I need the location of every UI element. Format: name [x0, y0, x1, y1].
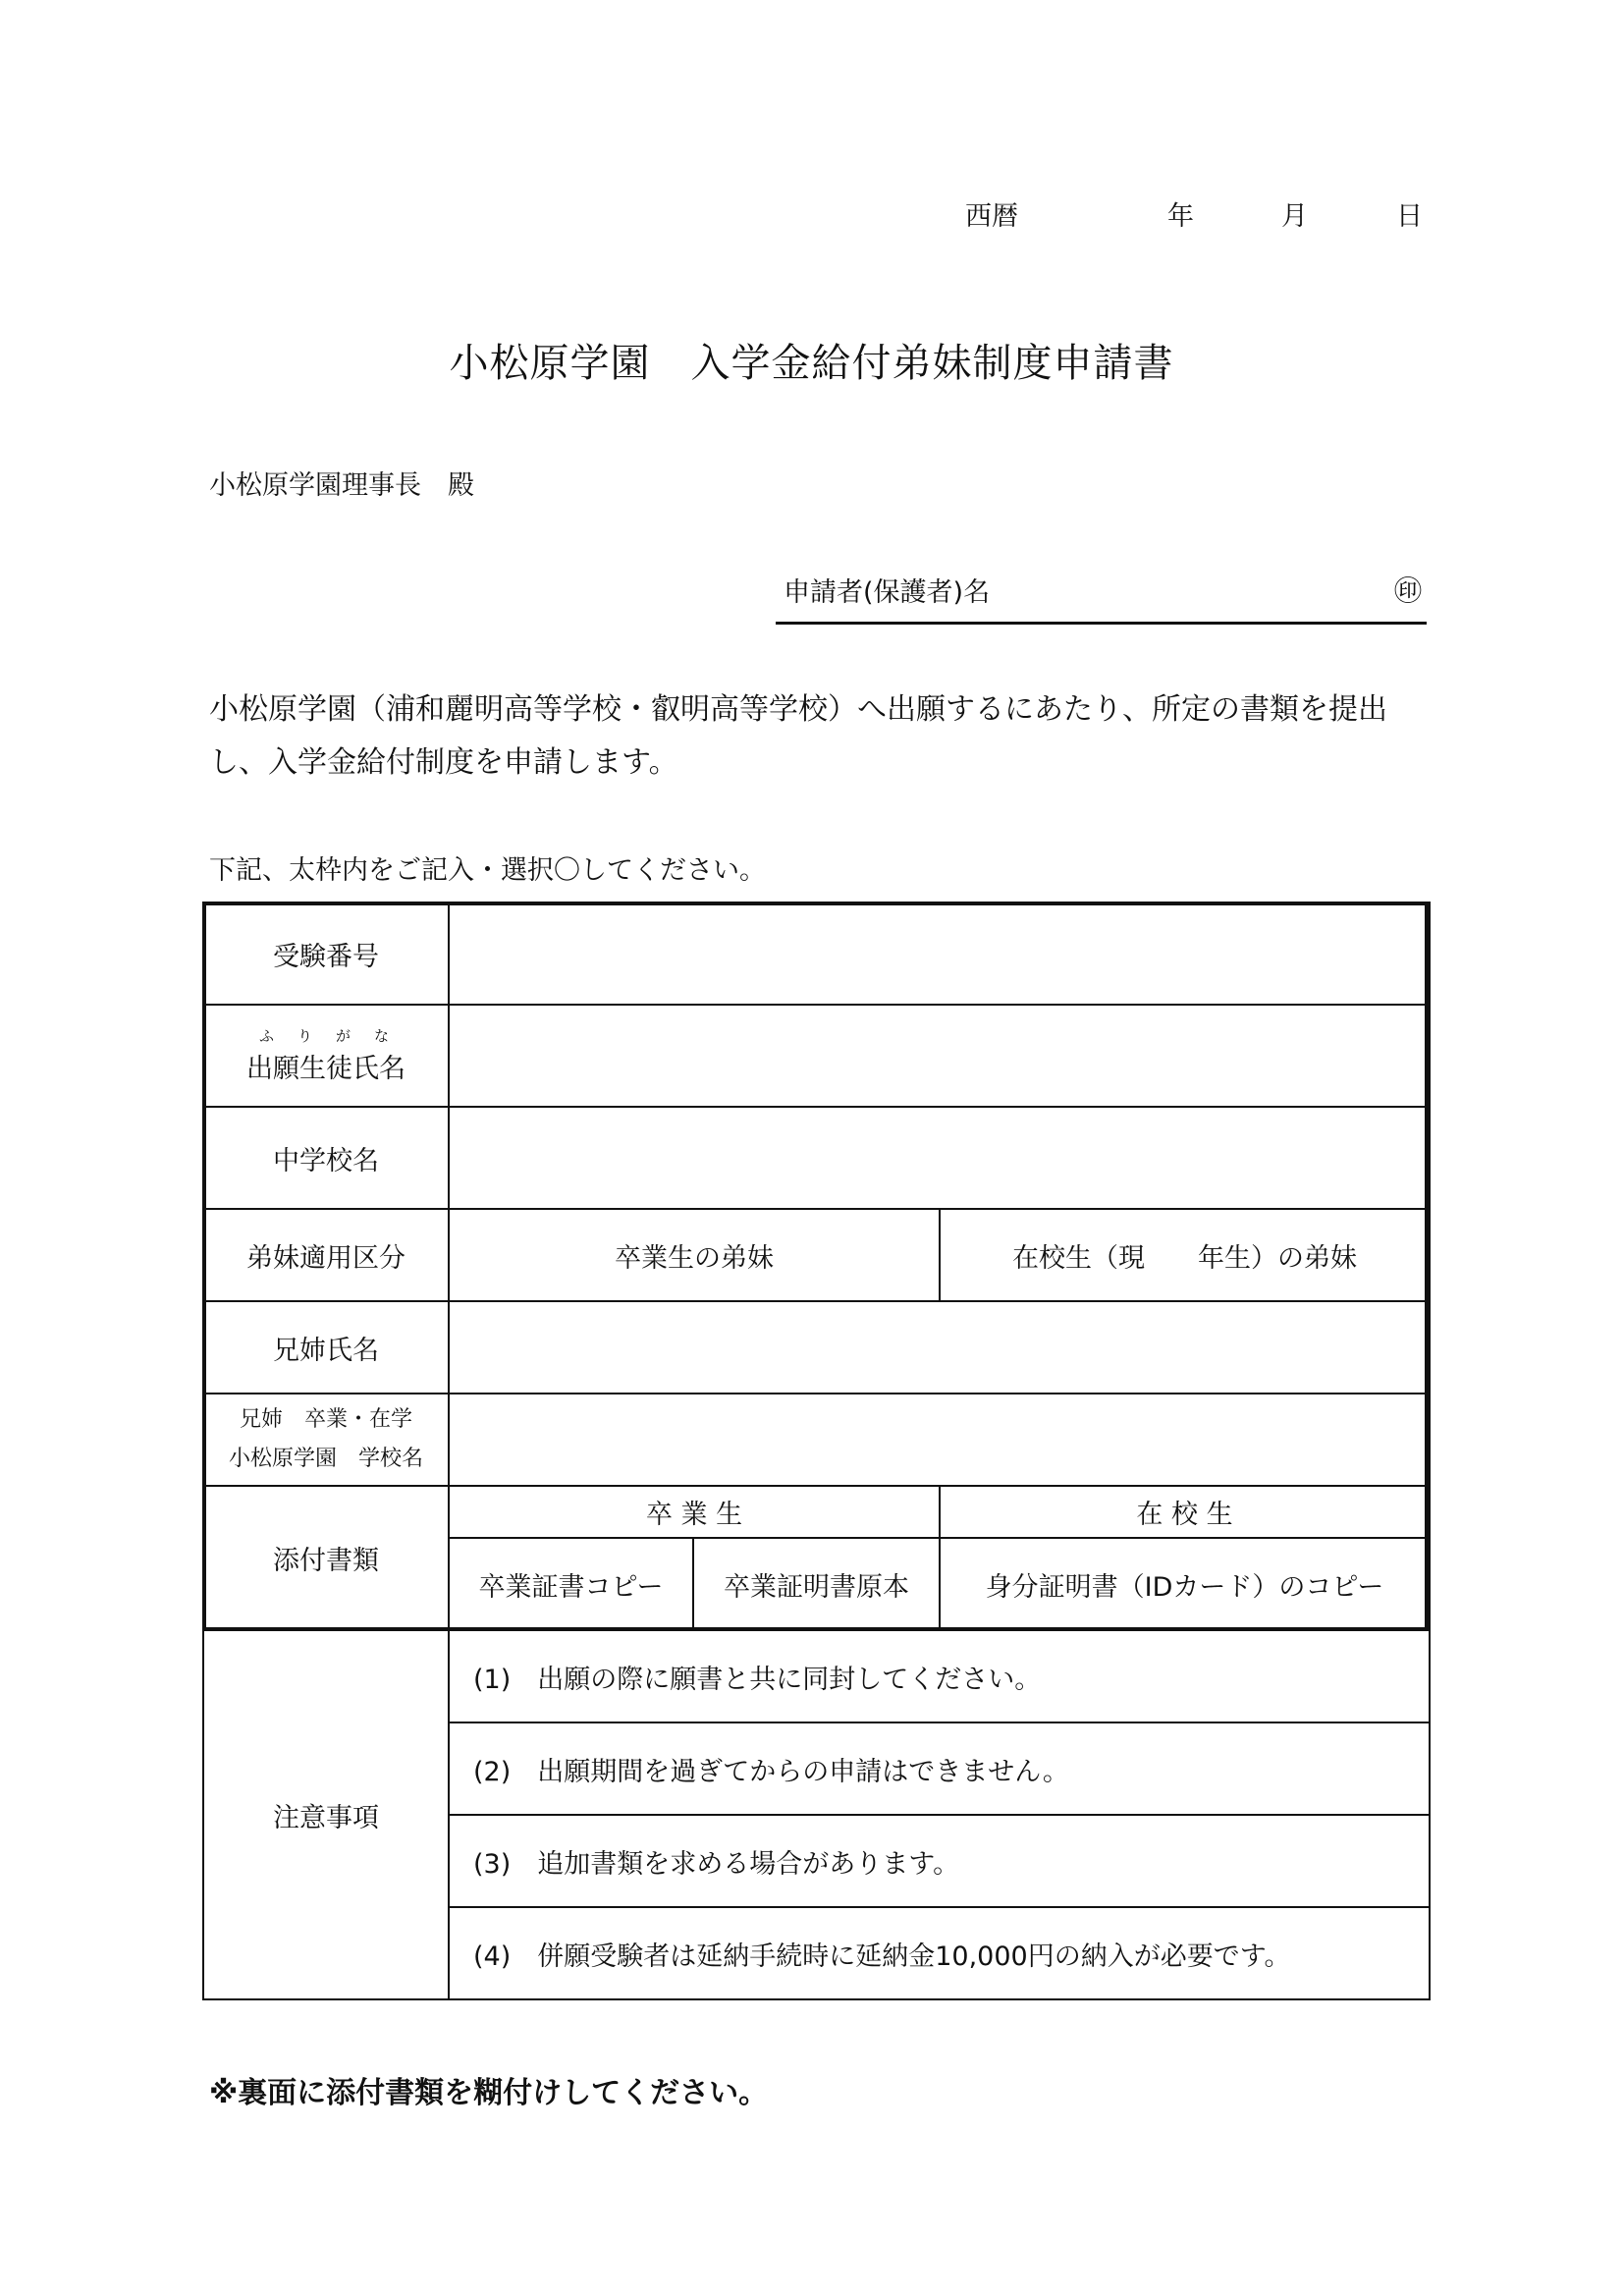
date-month-label: 月	[1281, 201, 1308, 232]
sibling-school-label-line1: 兄姉 卒業・在学	[239, 1407, 412, 1432]
exam-number-input[interactable]	[449, 902, 1430, 1005]
category-option-graduate[interactable]: 卒業生の弟妹	[449, 1209, 940, 1301]
page-title: 小松原学園 入学金給付弟妹制度申請書	[449, 341, 1174, 386]
note-item-1: (1) 出願の際に願書と共に同封してください。	[449, 1630, 1430, 1722]
sibling-name-label: 兄姉氏名	[203, 1301, 449, 1394]
date-day-label: 日	[1396, 201, 1423, 232]
furigana-label: ふりがな	[258, 1026, 412, 1045]
row-note-1	[203, 1630, 1430, 1722]
row-student-name	[203, 1005, 1430, 1107]
graduate-header: 卒 業 生	[449, 1486, 940, 1538]
student-name-label: 出願生徒氏名	[246, 1053, 406, 1084]
date-year-label: 年	[1167, 201, 1194, 232]
sibling-name-input[interactable]	[449, 1301, 1430, 1394]
row-junior-high	[203, 1107, 1430, 1209]
notes-label: 注意事項	[203, 1630, 449, 1999]
date-era-label: 西暦	[965, 201, 1018, 232]
intro-text: 小松原学園（浦和麗明高等学校・叡明高等学校）へ出願するにあたり、所定の書類を提出し、入学金給付制度を申請します。	[209, 692, 1387, 780]
category-label: 弟妹適用区分	[203, 1209, 449, 1301]
footer-note: ※裏面に添付書類を糊付けしてください。	[209, 2076, 769, 2110]
category-option-current[interactable]: 在校生（現 年生）の弟妹	[940, 1209, 1430, 1301]
row-exam-number	[203, 902, 1430, 1005]
student-name-input[interactable]	[449, 1005, 1430, 1107]
doc-graduation-proof-original[interactable]: 卒業証明書原本	[693, 1538, 940, 1630]
row-sibling-school	[203, 1394, 1430, 1486]
row-category	[203, 1209, 1430, 1301]
row-attachments-header	[203, 1486, 1430, 1538]
row-sibling-name	[203, 1301, 1430, 1394]
note-item-2: (2) 出願期間を過ぎてからの申請はできません。	[449, 1722, 1430, 1815]
note-item-3: (3) 追加書類を求める場合があります。	[449, 1815, 1430, 1907]
applicant-label: 申請者(保護者)名	[784, 577, 991, 608]
note-item-4: (4) 併願受験者は延納手続時に延納金10,000円の納入が必要です。	[449, 1907, 1430, 1999]
exam-number-label: 受験番号	[203, 902, 449, 1005]
sibling-school-label-line2: 小松原学園 学校名	[228, 1447, 423, 1471]
attachments-label: 添付書類	[203, 1486, 449, 1630]
addressee: 小松原学園理事長 殿	[209, 470, 474, 501]
student-name-label-cell	[203, 1005, 449, 1107]
seal-mark: ㊞	[1394, 574, 1423, 607]
sibling-school-label-cell	[203, 1394, 449, 1486]
junior-high-label: 中学校名	[203, 1107, 449, 1209]
application-form-table	[202, 902, 1431, 2000]
instruction-text: 下記、太枠内をご記入・選択〇してください。	[209, 855, 766, 886]
doc-graduation-cert-copy[interactable]: 卒業証書コピー	[449, 1538, 693, 1630]
current-header: 在 校 生	[940, 1486, 1430, 1538]
doc-id-card-copy[interactable]: 身分証明書（IDカード）のコピー	[940, 1538, 1430, 1630]
junior-high-input[interactable]	[449, 1107, 1430, 1209]
sibling-school-input[interactable]	[449, 1394, 1430, 1486]
